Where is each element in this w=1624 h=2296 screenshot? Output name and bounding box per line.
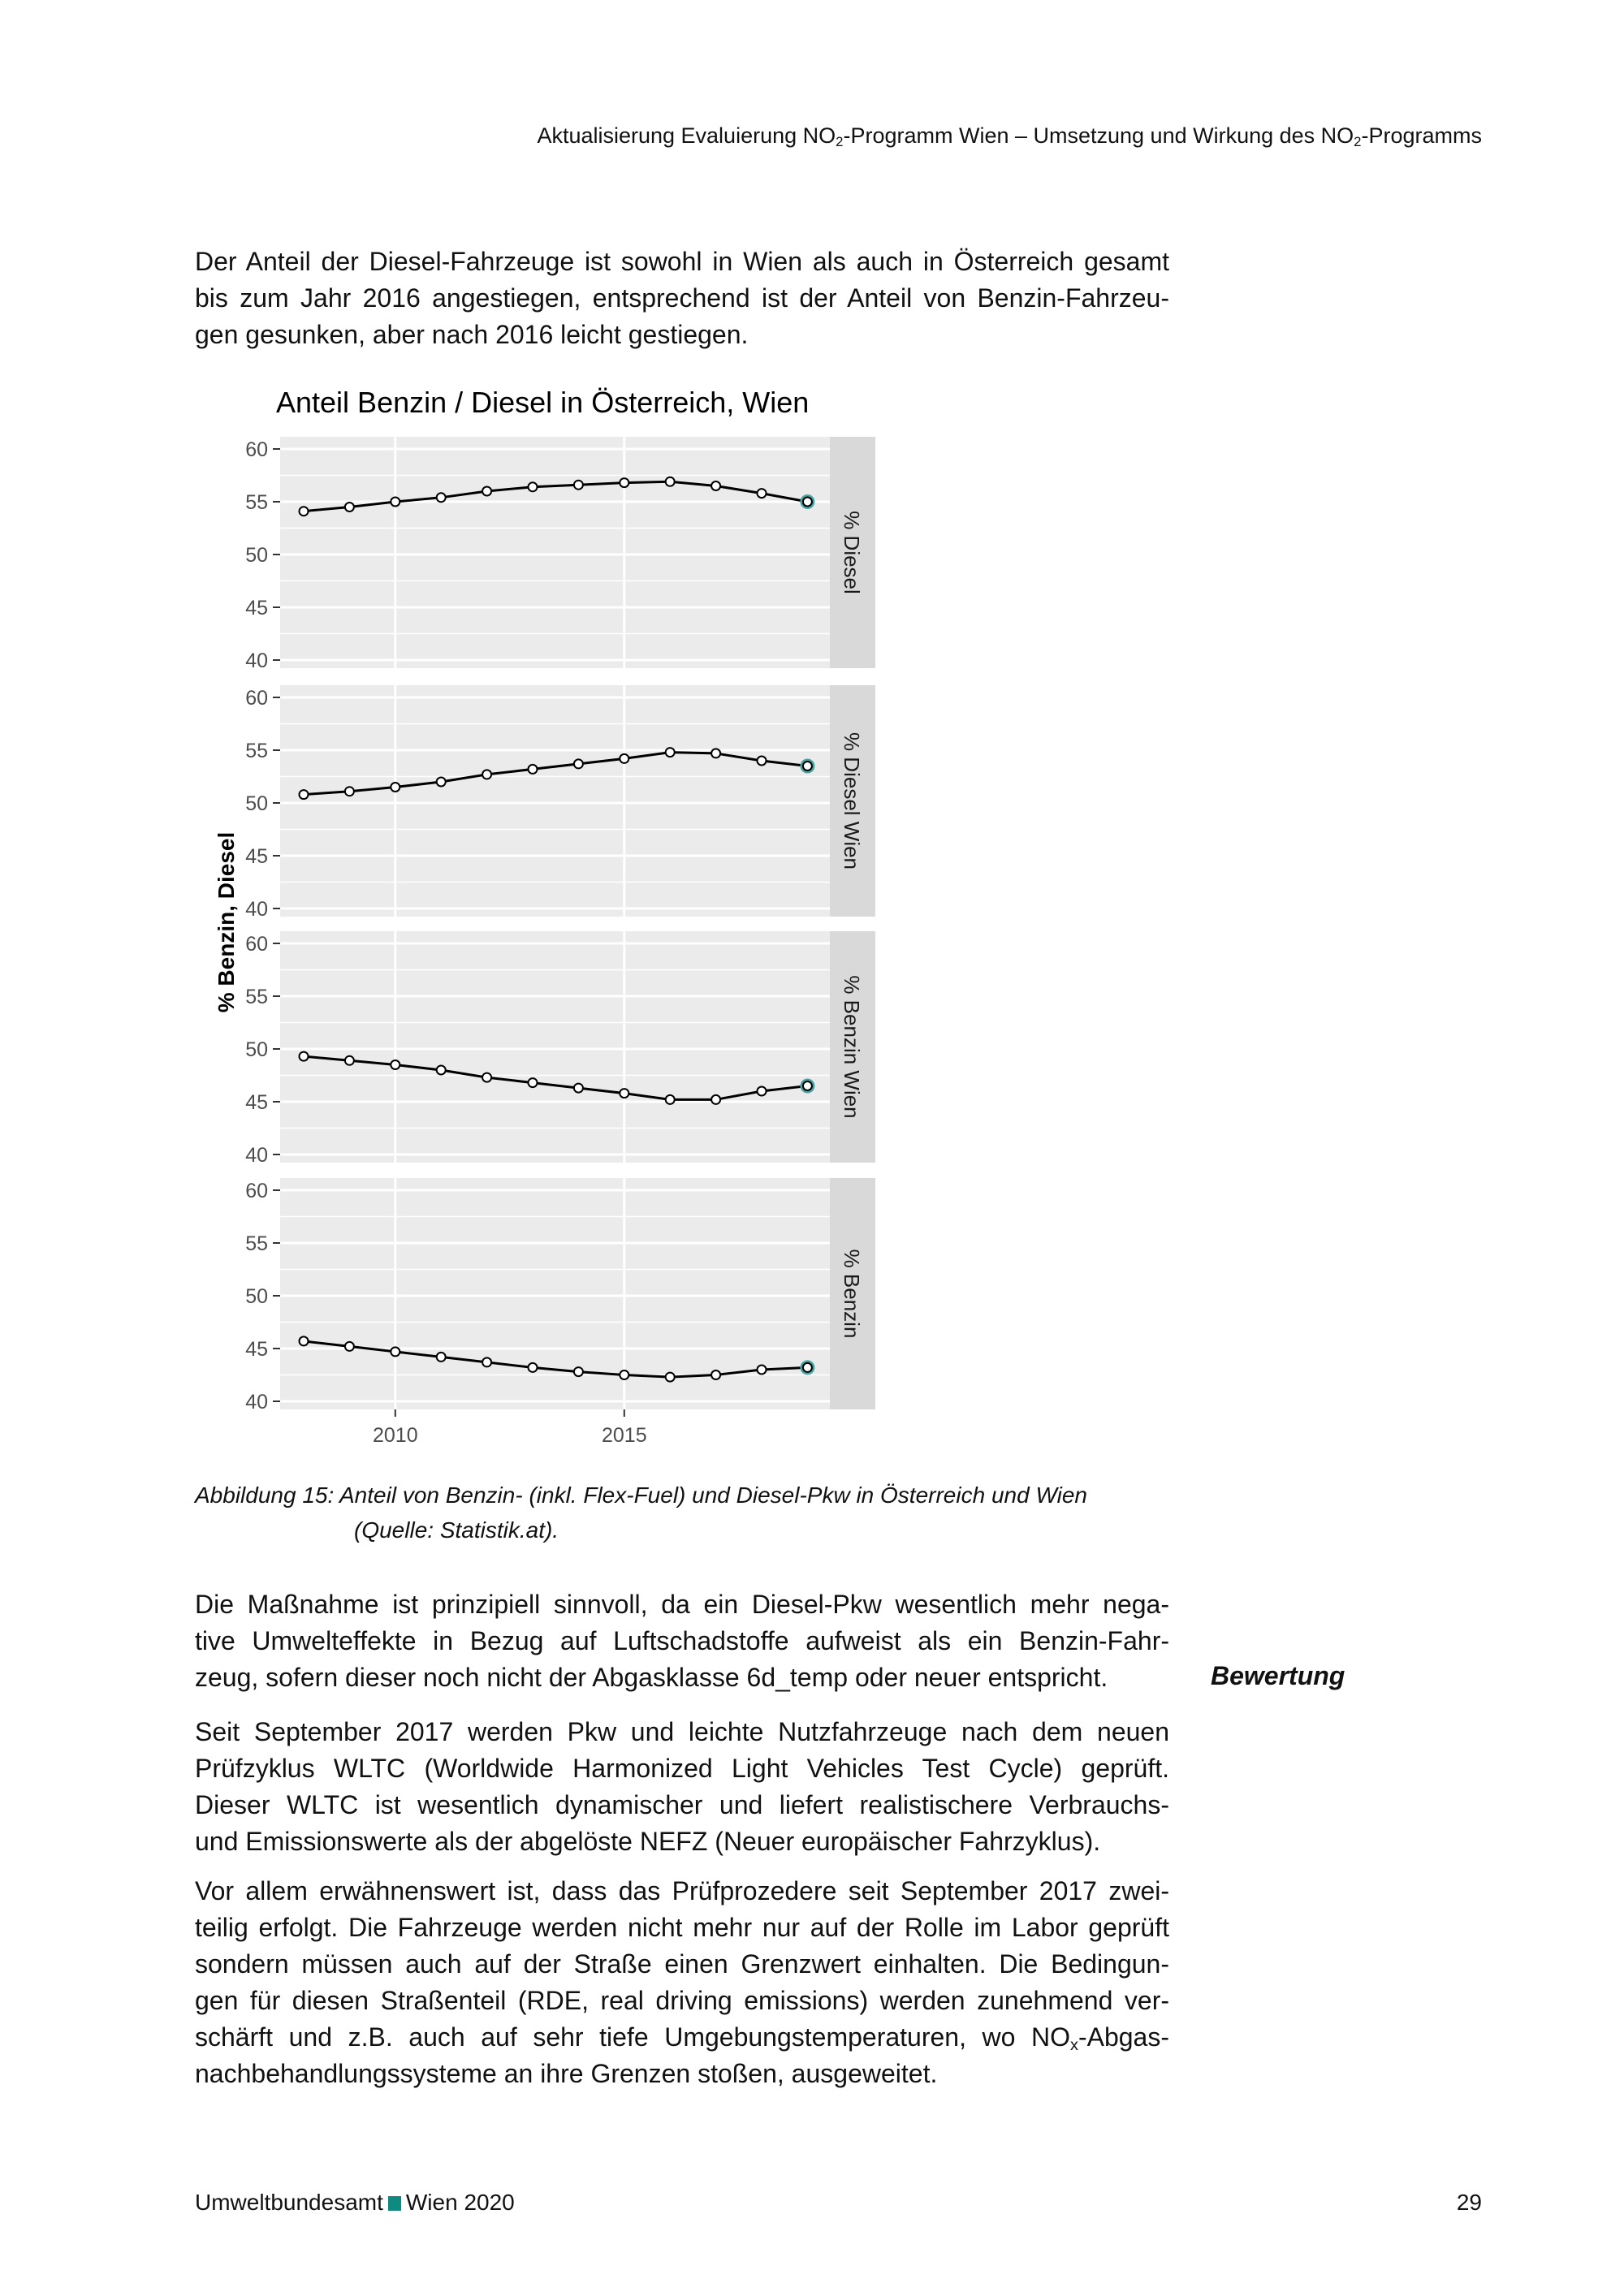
data-point bbox=[803, 1363, 812, 1372]
data-point bbox=[529, 482, 538, 491]
text-line: und Emissionswerte als der abgelöste NEFZ (Neuer europäischer Fahrzyklus). bbox=[195, 1827, 1101, 1856]
data-point bbox=[803, 1081, 812, 1090]
facet-panel bbox=[245, 685, 875, 921]
y-tick-label: 60 bbox=[245, 687, 268, 710]
data-point bbox=[482, 1357, 491, 1366]
margin-label: Bewertung bbox=[1211, 1661, 1345, 1690]
data-point bbox=[391, 1060, 400, 1069]
text-line: gen für diesen Straßenteil (RDE, real driving emissions) werden zunehmend ver- bbox=[195, 1986, 1169, 2015]
caption-line: Abbildung 15: Anteil von Benzin- (inkl. Flex-Fuel) und Diesel-Pkw in Österreich und Wien bbox=[195, 1482, 1087, 1508]
facet-panel bbox=[245, 1178, 875, 1413]
page-number: 29 bbox=[1456, 2190, 1482, 2215]
data-point bbox=[620, 754, 628, 763]
data-point bbox=[803, 498, 812, 507]
header-sub: 2 bbox=[1354, 134, 1362, 150]
data-point bbox=[574, 481, 583, 490]
x-tick-label: 2010 bbox=[372, 1424, 418, 1447]
y-tick-label: 45 bbox=[245, 597, 268, 619]
data-point bbox=[482, 487, 491, 496]
text-line bbox=[195, 2019, 1169, 2056]
text-line: Seit September 2017 werden Pkw und leichte Nutzfahrzeuge nach dem neuen bbox=[195, 1717, 1169, 1746]
data-point bbox=[758, 489, 767, 498]
y-tick-label: 55 bbox=[245, 740, 268, 762]
header-text: -Programm Wien – Umsetzung und Wirkung des NO bbox=[843, 123, 1354, 148]
y-tick-label: 50 bbox=[245, 792, 268, 815]
data-point bbox=[574, 1084, 583, 1093]
y-tick-label: 40 bbox=[245, 1144, 268, 1167]
data-point bbox=[620, 478, 628, 487]
facet-strip-label: % Diesel bbox=[840, 511, 864, 594]
y-tick-label: 60 bbox=[245, 933, 268, 956]
footer-org: Umweltbundesamt bbox=[195, 2190, 383, 2215]
y-tick-label: 45 bbox=[245, 1338, 268, 1361]
wltc-paragraph bbox=[195, 1714, 1169, 1860]
data-point bbox=[345, 1056, 354, 1065]
data-point bbox=[666, 1095, 675, 1104]
data-point bbox=[345, 1342, 354, 1351]
text-line: Vor allem erwähnenswert ist, dass das Prüfprozedere seit September 2017 zwei- bbox=[195, 1876, 1169, 1905]
text-span: -Abgas- bbox=[1078, 2022, 1169, 2052]
x-tick-label: 2015 bbox=[601, 1424, 647, 1447]
y-tick-label: 45 bbox=[245, 1091, 268, 1114]
rde-paragraph bbox=[195, 1873, 1169, 2092]
data-point bbox=[666, 748, 675, 757]
text-line: bis zum Jahr 2016 angestiegen, entsprechend ist der Anteil von Benzin-Fahrzeu- bbox=[195, 283, 1169, 313]
data-point bbox=[300, 1336, 309, 1345]
y-tick-label: 60 bbox=[245, 1180, 268, 1202]
facet-strip-label: % Diesel Wien bbox=[840, 732, 864, 870]
assessment-paragraph bbox=[195, 1586, 1169, 1696]
chart-title: Anteil Benzin / Diesel in Österreich, Wien bbox=[276, 386, 810, 419]
data-point bbox=[300, 507, 309, 516]
facet-panel bbox=[245, 931, 875, 1167]
header-text: Aktualisierung Evaluierung NO bbox=[537, 123, 836, 148]
y-tick-label: 55 bbox=[245, 491, 268, 514]
text-line: Dieser WLTC ist wesentlich dynamischer und liefert realistischere Verbrauchs- bbox=[195, 1790, 1169, 1819]
data-point bbox=[711, 1370, 720, 1379]
footer bbox=[195, 2190, 515, 2216]
data-point bbox=[758, 1087, 767, 1096]
header-text: -Programms bbox=[1361, 123, 1482, 148]
text-line: zeug, sofern dieser noch nicht der Abgasklasse 6d_temp oder neuer entspricht. bbox=[195, 1663, 1108, 1692]
data-point bbox=[529, 1078, 538, 1087]
data-point bbox=[391, 1347, 400, 1356]
data-point bbox=[803, 762, 812, 770]
y-tick-label: 50 bbox=[245, 1038, 268, 1061]
data-point bbox=[482, 770, 491, 779]
text-line: sondern müssen auch auf der Straße einen Grenzwert einhalten. Die Bedingun- bbox=[195, 1949, 1169, 1979]
y-tick-label: 50 bbox=[245, 1285, 268, 1308]
data-point bbox=[666, 1373, 675, 1382]
y-tick-label: 60 bbox=[245, 438, 268, 461]
data-point bbox=[574, 759, 583, 768]
text-line: Der Anteil der Diesel-Fahrzeuge ist sowohl in Wien als auch in Österreich gesamt bbox=[195, 247, 1169, 276]
data-point bbox=[300, 790, 309, 799]
data-point bbox=[391, 783, 400, 792]
data-point bbox=[666, 477, 675, 486]
caption-source: (Quelle: Statistik.at). bbox=[354, 1517, 559, 1543]
footer-place-year: Wien 2020 bbox=[405, 2190, 515, 2215]
text-line: Prüfzyklus WLTC (Worldwide Harmonized Light Vehicles Test Cycle) geprüft. bbox=[195, 1754, 1169, 1783]
text-line: Die Maßnahme ist prinzipiell sinnvoll, da ein Diesel-Pkw wesentlich mehr nega- bbox=[195, 1590, 1169, 1619]
data-point bbox=[437, 493, 446, 502]
facet-panel bbox=[245, 437, 875, 672]
data-point bbox=[620, 1089, 628, 1098]
text-line: tive Umwelteffekte in Bezug auf Luftschadstoffe aufweist als ein Benzin-Fahr- bbox=[195, 1626, 1169, 1655]
data-point bbox=[620, 1370, 628, 1379]
data-point bbox=[437, 778, 446, 787]
y-tick-label: 55 bbox=[245, 1232, 268, 1255]
data-point bbox=[391, 498, 400, 507]
y-axis-label: % Benzin, Diesel bbox=[214, 831, 239, 1013]
text-line: gen gesunken, aber nach 2016 leicht gestiegen. bbox=[195, 320, 749, 349]
header-sub: 2 bbox=[836, 134, 844, 150]
data-point bbox=[482, 1073, 491, 1082]
y-tick-label: 40 bbox=[245, 1391, 268, 1413]
data-point bbox=[300, 1052, 309, 1061]
data-point bbox=[529, 765, 538, 774]
data-point bbox=[574, 1367, 583, 1376]
data-point bbox=[758, 757, 767, 766]
square-icon bbox=[388, 2196, 401, 2211]
data-point bbox=[437, 1353, 446, 1362]
data-point bbox=[345, 787, 354, 796]
data-point bbox=[529, 1363, 538, 1372]
data-point bbox=[345, 503, 354, 511]
data-point bbox=[711, 1095, 720, 1104]
figure-caption bbox=[195, 1478, 1173, 1547]
facet-strip-label: % Benzin bbox=[840, 1249, 864, 1339]
text-line: nachbehandlungssysteme an ihre Grenzen stoßen, ausgeweitet. bbox=[195, 2059, 938, 2088]
y-tick-label: 40 bbox=[245, 898, 268, 921]
data-point bbox=[758, 1366, 767, 1375]
y-tick-label: 45 bbox=[245, 845, 268, 868]
y-tick-label: 50 bbox=[245, 544, 268, 567]
text-line: teilig erfolgt. Die Fahrzeuge werden nicht mehr nur auf der Rolle im Labor geprüft bbox=[195, 1913, 1169, 1942]
text-sub: x bbox=[1070, 2035, 1078, 2054]
y-tick-label: 40 bbox=[245, 650, 268, 672]
data-point bbox=[711, 749, 720, 757]
text-span: schärft und z.B. auch auf sehr tiefe Umgebungstemperaturen, wo NO bbox=[195, 2022, 1071, 2052]
data-point bbox=[437, 1066, 446, 1075]
y-tick-label: 55 bbox=[245, 986, 268, 1008]
data-point bbox=[711, 481, 720, 490]
facet-strip-label: % Benzin Wien bbox=[840, 975, 864, 1119]
